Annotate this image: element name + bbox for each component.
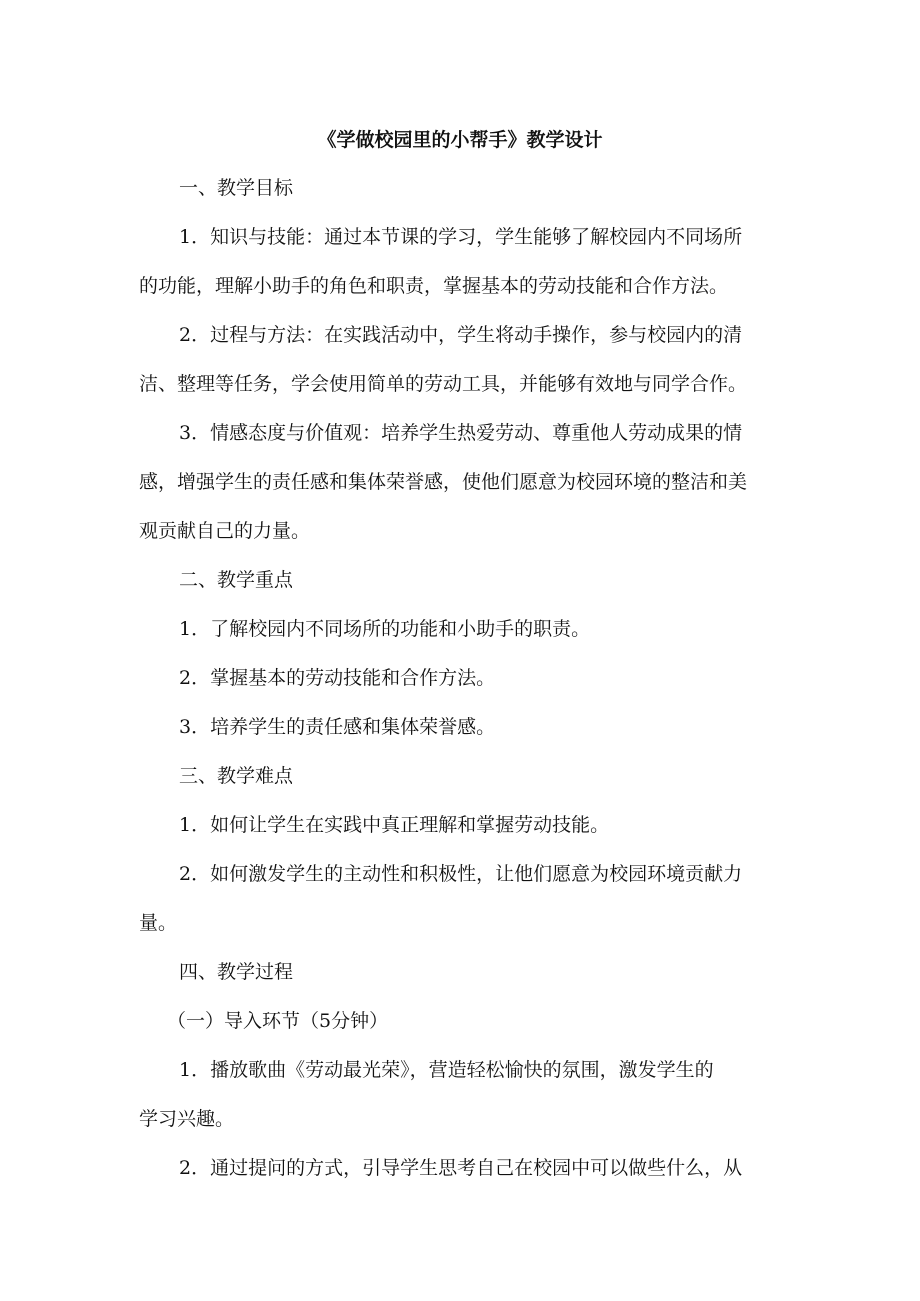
- paragraph-line: 量。: [139, 912, 178, 934]
- section-heading-difficulties: 三、教学难点: [179, 765, 294, 787]
- document-title: 《学做校园里的小帮手》教学设计: [317, 129, 603, 151]
- paragraph-line: 洁、整理等任务，学会使用简单的劳动工具，并能够有效地与同学合作。: [139, 373, 748, 395]
- paragraph-line: 3．情感态度与价值观：培养学生热爱劳动、尊重他人劳动成果的情: [179, 422, 743, 444]
- section-heading-objectives: 一、教学目标: [179, 177, 294, 199]
- paragraph-line: 1．播放歌曲《劳动最光荣》，营造轻松愉快的氛围，激发学生的: [179, 1059, 714, 1081]
- paragraph-line: 1．如何让学生在实践中真正理解和掌握劳动技能。: [179, 814, 610, 836]
- paragraph-line: 的功能，理解小助手的角色和职责，掌握基本的劳动技能和合作方法。: [139, 275, 729, 297]
- paragraph-line: 2．过程与方法：在实践活动中，学生将动手操作，参与校园内的清: [179, 324, 743, 346]
- subsection-heading-intro: （一）导入环节（5分钟）: [167, 1010, 389, 1032]
- paragraph-line: 1．知识与技能：通过本节课的学习，学生能够了解校园内不同场所: [179, 226, 743, 248]
- paragraph-line: 观贡献自己的力量。: [139, 520, 311, 542]
- paragraph-line: 3．培养学生的责任感和集体荣誉感。: [179, 716, 496, 738]
- paragraph-line: 感，增强学生的责任感和集体荣誉感，使他们愿意为校园环境的整洁和美: [139, 471, 748, 493]
- paragraph-line: 2．如何激发学生的主动性和积极性，让他们愿意为校园环境贡献力: [179, 863, 743, 885]
- paragraph-line: 2．通过提问的方式，引导学生思考自己在校园中可以做些什么，从: [179, 1157, 743, 1179]
- paragraph-line: 学习兴趣。: [139, 1108, 235, 1130]
- section-heading-key-points: 二、教学重点: [179, 569, 294, 591]
- paragraph-line: 1．了解校园内不同场所的功能和小助手的职责。: [179, 618, 591, 640]
- section-heading-process: 四、教学过程: [179, 961, 294, 983]
- paragraph-line: 2．掌握基本的劳动技能和合作方法。: [179, 667, 496, 689]
